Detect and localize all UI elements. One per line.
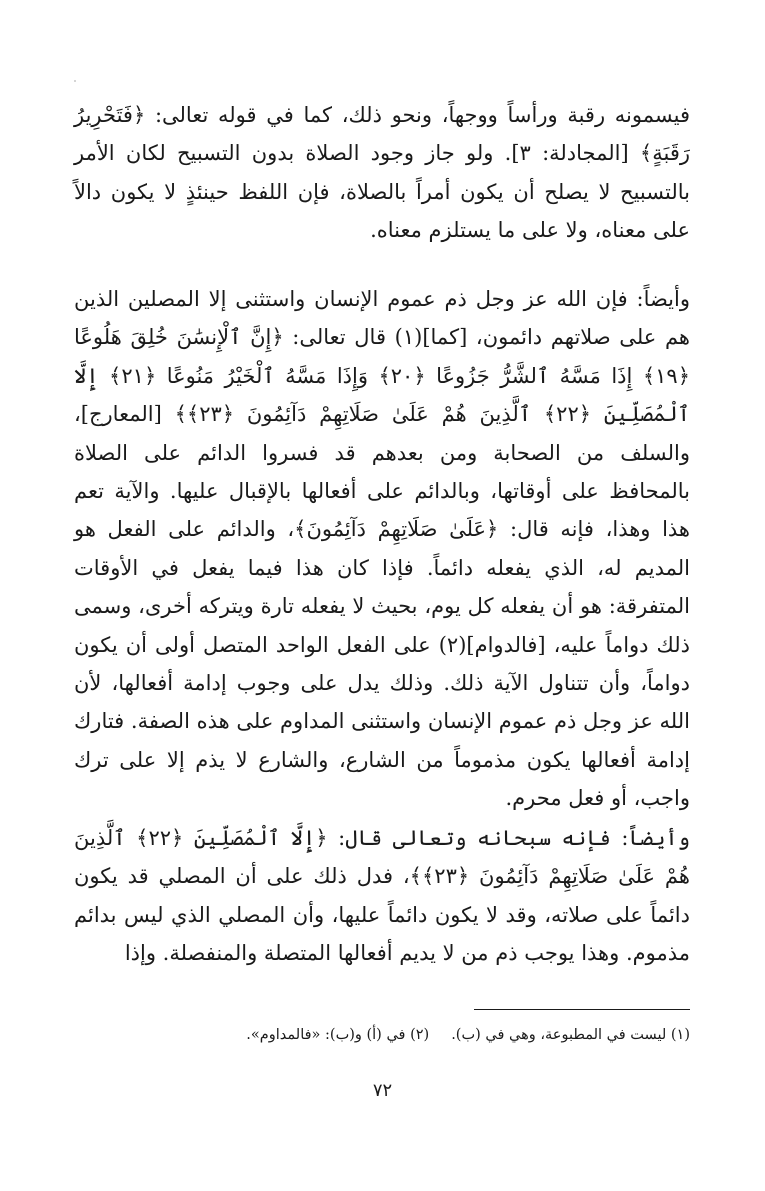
footnote-separator: [474, 1009, 690, 1010]
paragraph-1: فيسمونه رقبة ورأساً ووجهاً، ونحو ذلك، كما في قوله تعالى: ﴿فَتَحْرِيرُ رَقَبَةٍ﴾ [المجادلة: ٣]. ولو جاز وجود الصلاة بدون التسبيح لكان الأمر بالتسبيح لا يصلح أن يكون أمراً بالصلاة، فإن اللفظ حينئذٍ لا يكون دالاً على معناه، ولا على ما يستلزم معناه.: [74, 103, 691, 243]
page-number: ٧٢: [372, 1080, 393, 1101]
paragraph-2: وأيضاً: فإن الله عز وجل ذم عموم الإنسان واستثنى إلا المصلين الذين هم على صلاتهم دائمون، [كما](١) قال تعالى: ﴿إِنَّ ٱلْإِنسَٰنَ خُلِقَ هَلُوعًا ﴿١٩﴾ إِذَا مَسَّهُ ٱلشَّرُّ جَزُوعًا ﴿٢٠﴾ وَإِذَا مَسَّهُ ٱلْخَيْرُ مَنُوعًا ﴿٢١﴾ إِلَّا ٱلْمُصَلِّينَ ﴿٢٢﴾ ٱلَّذِينَ هُمْ عَلَىٰ صَلَاتِهِمْ دَآئِمُونَ ﴿٢٣﴾﴾ [المعارج]، والسلف من الصحابة ومن بعدهم قد فسروا الدائم على الصلاة بالمحافظ على أوقاتها، وبالدائم على أفعالها بالإقبال عليها. والآية تعم هذا وهذا، فإنه قال: ﴿عَلَىٰ صَلَاتِهِمْ دَآئِمُونَ﴾، والدائم على الفعل هو المديم له، الذي يفعله دائماً. فإذا كان هذا فيما يفعل في الأوقات المتفرقة: هو أن يفعله كل يوم، بحيث لا يفعله تارة ويتركه أخرى، وسمى ذلك دواماً عليه، [فالدوام](٢) على الفعل الواحد المتصل أولى أن يكون دواماً، وأن تتناول الآية ذلك. وذلك يدل على وجوب إدامة أفعالها، لأن الله عز وجل ذم عموم الإنسان واستثنى المداوم على هذه الصفة. فتارك إدامة أفعالها يكون مذموماً من الشارع، والشارع لا يذم إلا على ترك واجب، أو فعل محرم.: [74, 287, 691, 811]
scan-speck: [74, 80, 76, 82]
footnotes: [74, 1022, 690, 1048]
paragraph-3: وأيضاً: فإنه سبحانه وتعالى قال: ﴿إِلَّا ٱلْمُصَلِّينَ ﴿٢٢﴾ ٱلَّذِينَ هُمْ عَلَىٰ صَلَاتِهِمْ دَآئِمُونَ ﴿٢٣﴾﴾، فدل ذلك على أن المصلي قد يكون دائماً على صلاته، وقد لا يكون دائماً عليها، وأن المصلي الذي ليس بدائم مذموم. وهذا يوجب ذم من لا يديم أفعالها المتصلة والمنفصلة. وإذا: [74, 826, 690, 966]
footnote-1: (١) ليست في المطبوعة، وهي في (ب).: [451, 1027, 690, 1043]
footnote-2: (٢) في (أ) و(ب): «فالمداوم».: [246, 1027, 430, 1043]
